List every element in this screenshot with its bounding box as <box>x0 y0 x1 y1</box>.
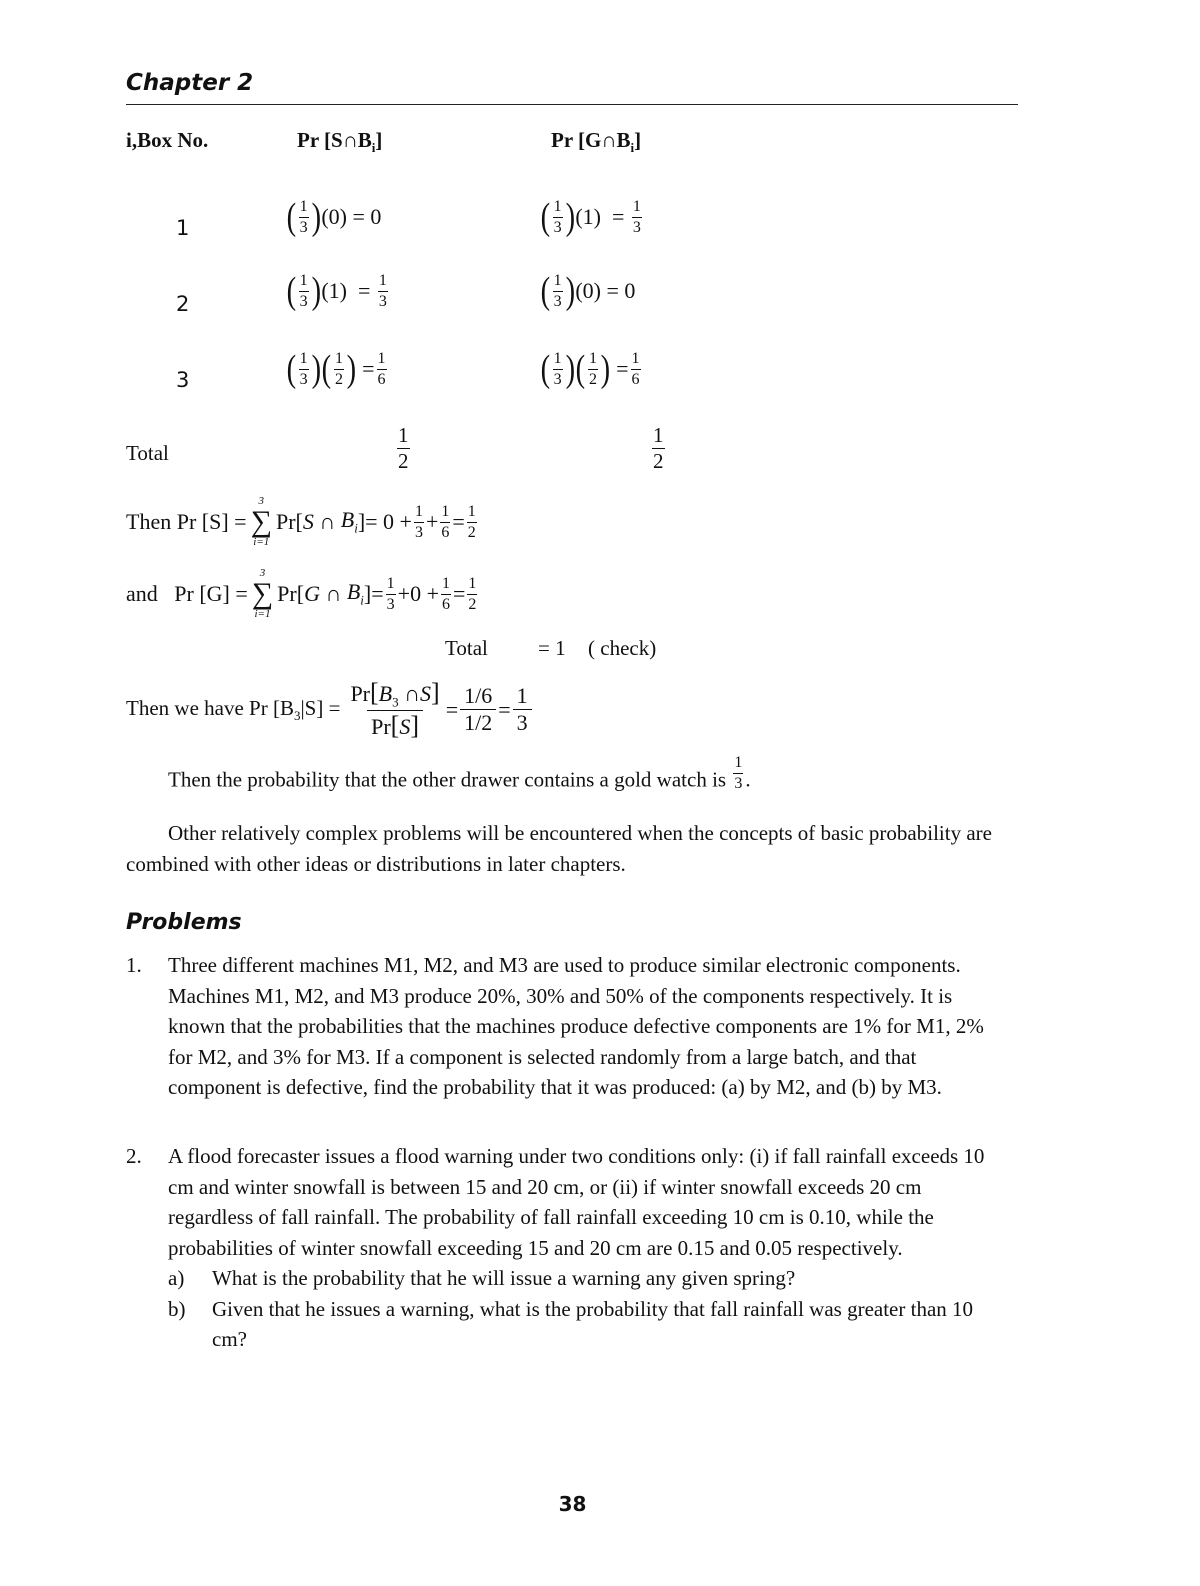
total-check-label: Total <box>445 636 488 660</box>
row-box-number: 3 <box>176 368 190 392</box>
problem-number: 1. <box>126 953 142 977</box>
total-pr-g: $\frac{1}{2}$ <box>653 423 664 473</box>
chapter-header: Chapter 2 <box>126 70 254 96</box>
subitem <box>168 1294 1006 1355</box>
sigma-symbol: 3 ∑ i=1 <box>251 567 274 620</box>
row-box-number: 1 <box>176 216 190 240</box>
problem-number: 2. <box>126 1144 142 1168</box>
row2-pr-g-expression: ( $\frac{1}{3}$ ) (0) = 0 <box>540 270 636 312</box>
row2-pr-s-expression: ( $\frac{1}{3}$ ) (1) = $\frac{1}{3}$ <box>286 270 387 312</box>
sigma-symbol: 3 ∑ i=1 <box>250 495 272 548</box>
problem-text: A flood forecaster issues a flood warning under two conditions only: (i) if fall rainfall exceeds 10 cm and winter snowfall is between 15 and 20 cm, or (ii) if winter snowfall exceeds 20 cm regardless of fall rainfall. The probability of fall rainfall exceeding 10 cm is 0.10, while the probabilities of winter snowfall exceeding 15 and 20 cm are 0.15 and 0.05 respectively. <box>168 1144 985 1260</box>
conclusion-text: Then the probability that the other drawer contains a gold watch is <box>168 767 727 792</box>
row1-pr-s-expression: ( $\frac{1}{3}$ ) (0) = 0 <box>286 196 382 238</box>
closing-paragraph: Other relatively complex problems will be encountered when the concepts of basic probability are combined with other ideas or distributions in later chapters. <box>126 821 992 876</box>
problem-item <box>126 1141 1006 1355</box>
total-label: Total <box>126 441 169 465</box>
page-number: 38 <box>558 1492 587 1516</box>
pr-g-label: and Pr [G] = <box>126 581 248 606</box>
problems-heading: Problems <box>126 910 242 935</box>
column-header-pr-s: Pr $[S\cap B_i]$ <box>297 128 383 156</box>
total-check-note: ( check) <box>588 636 657 660</box>
subitem-label: a) <box>168 1266 185 1290</box>
row3-pr-s-expression: ( $\frac{1}{3}$ ) ( $\frac{1}{2}$ ) = $\frac{1}{6}$ <box>286 348 386 390</box>
pr-g-equation: and Pr [G] = 3 ∑ i=1 Pr[ G ∩ $B_i$ ]= $\frac{1}{3}$ +0 + $\frac{1}{6}$ = $\frac{1}{2}$ <box>126 567 477 620</box>
row-box-number: 2 <box>176 292 190 316</box>
subitem-text: Given that he issues a warning, what is the probability that fall rainfall was greater than 10 cm? <box>212 1296 974 1351</box>
header-rule <box>126 104 1018 105</box>
subitem-label: b) <box>168 1296 186 1321</box>
total-check-value: = 1 <box>538 636 566 660</box>
row3-pr-g-expression: ( $\frac{1}{3}$ ) ( $\frac{1}{2}$ ) = $\frac{1}{6}$ <box>540 348 640 390</box>
column-header-pr-g: Pr $[G\cap B_i]$ <box>551 128 642 156</box>
subitem <box>168 1263 1006 1294</box>
row2-pr-g-result: = 0 <box>606 278 636 303</box>
pr-s-equation: Then Pr [S] = 3 ∑ i=1 Pr[ S ∩ $B_i$ ]= 0 + $\frac{1}{3}$ + $\frac{1}{6}$ = $\frac{1}{2}$ <box>126 495 476 548</box>
conclusion-paragraph: Then the probability that the other drawer contains a gold watch is $\frac{1}{3}$ . <box>168 754 751 792</box>
total-pr-s: $\frac{1}{2}$ <box>398 423 409 473</box>
column-header-box: i,Box No. <box>126 128 209 152</box>
row1-pr-g-expression: ( $\frac{1}{3}$ ) (1) = $\frac{1}{3}$ <box>540 196 641 238</box>
problem-item <box>126 950 1006 1103</box>
problem-text: Three different machines M1, M2, and M3 are used to produce similar electronic components. Machines M1, M2, and M3 produce 20%, 30% and 50% of the components respectively. It is known that the probabilities that the machines produce defective components are 1% for M1, 2% for M2, and 3% for M3. If a component is selected randomly from a large batch, and that component is defective, find the probability that it was produced: (a) by M2, and (b) by M3. <box>168 953 984 1099</box>
bayes-label: Then we have Pr $[B_3|S]$ = <box>126 695 341 723</box>
bayes-equation: Then we have Pr $[B_3|S]$ = $\frac{Pr[B_3 \cap S]}{Pr[S]}$ = $\frac{1/6}{1/2}$ = $\frac{1}{3}$ <box>126 680 534 739</box>
subitem-text: What is the probability that he will issue a warning any given spring? <box>212 1266 796 1290</box>
row1-pr-s-result: = 0 <box>352 204 382 229</box>
pr-s-label: Then Pr [S] = <box>126 509 247 534</box>
